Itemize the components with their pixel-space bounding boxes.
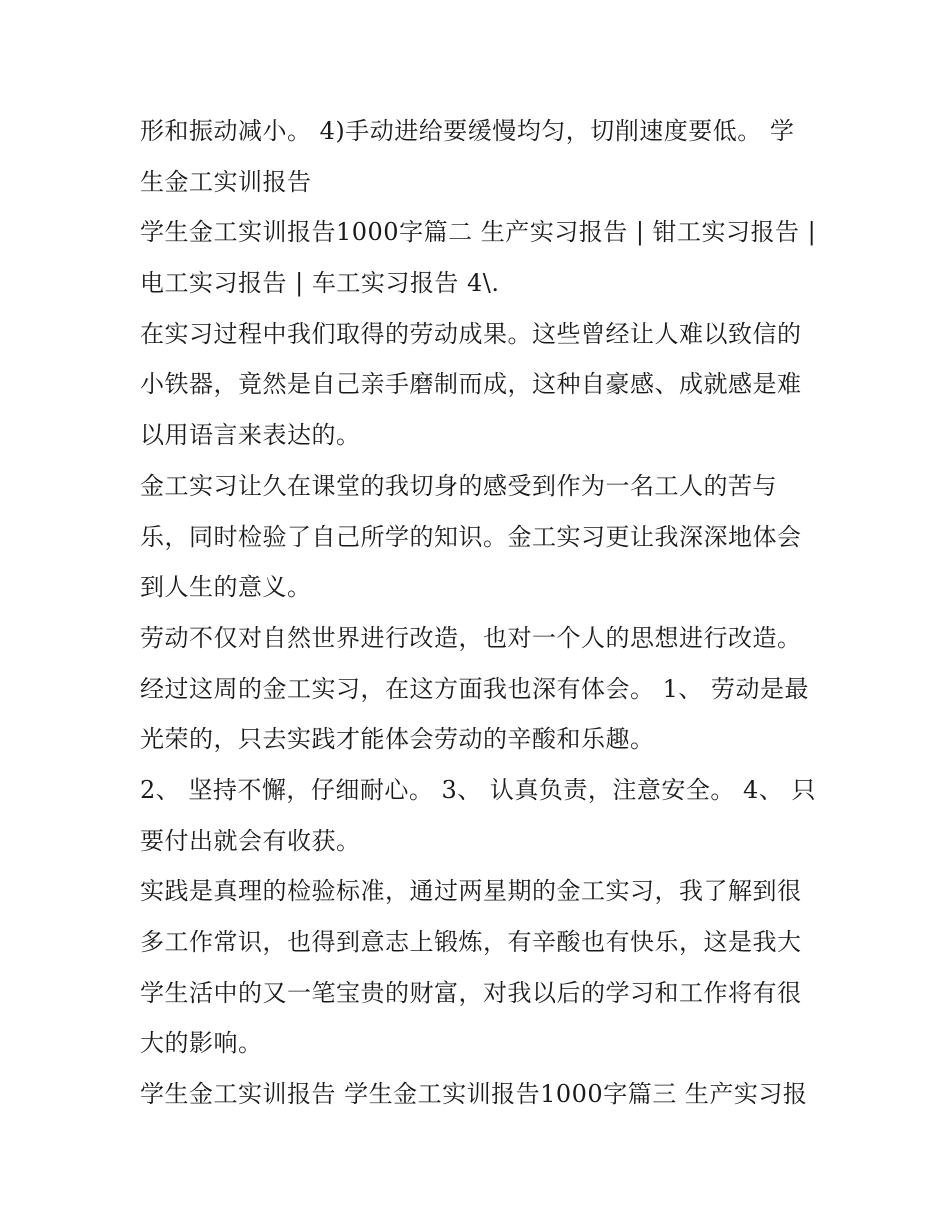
text-line: 经过这周的金工实习，在这方面我也深有体会。 1、 劳动是最 [140, 674, 810, 703]
text-line: 大的影响。 [140, 1029, 263, 1058]
text-line: 要付出就会有收获。 [140, 826, 361, 855]
text-line: 金工实习让久在课堂的我切身的感受到作为一名工人的苦与 [140, 471, 777, 500]
text-line: 多工作常识，也得到意志上锻炼，有辛酸也有快乐，这是我大 [140, 928, 802, 956]
text-line: 劳动不仅对自然世界进行改造，也对一个人的思想进行改造。 [140, 623, 802, 652]
text-line: 小铁器，竟然是自己亲手磨制而成，这种自豪感、成就感是难 [140, 370, 802, 399]
text-line: 学生活中的又一笔宝贵的财富，对我以后的学习和工作将有很 [140, 978, 802, 1007]
text-line: 生金工实训报告 [140, 167, 312, 196]
text-line: 以用语言来表达的。 [140, 421, 361, 450]
text-line: 形和振动减小。 4)手动进给要缓慢均匀，切削速度要低。 学 [140, 117, 795, 145]
text-line: 到人生的意义。 [140, 573, 312, 602]
text-line: 2、 坚持不懈，仔细耐心。 3、 认真负责，注意安全。 4、 只 [140, 775, 816, 804]
text-line: 学生金工实训报告1000字篇二 生产实习报告 | 钳工实习报告 | [140, 218, 817, 247]
text-line: 在实习过程中我们取得的劳动成果。这些曾经让人难以致信的 [140, 319, 802, 348]
text-line: 电工实习报告 | 车工实习报告 4\. [140, 269, 500, 298]
text-line: 乐，同时检验了自己所学的知识。金工实习更让我深深地体会 [140, 522, 802, 551]
text-line: 实践是真理的检验标准，通过两星期的金工实习，我了解到很 [140, 877, 802, 906]
text-line: 学生金工实训报告 学生金工实训报告1000字篇三 生产实习报 [140, 1080, 808, 1109]
text-line: 光荣的，只去实践才能体会劳动的辛酸和乐趣。 [140, 725, 655, 754]
document-body [140, 106, 817, 1120]
